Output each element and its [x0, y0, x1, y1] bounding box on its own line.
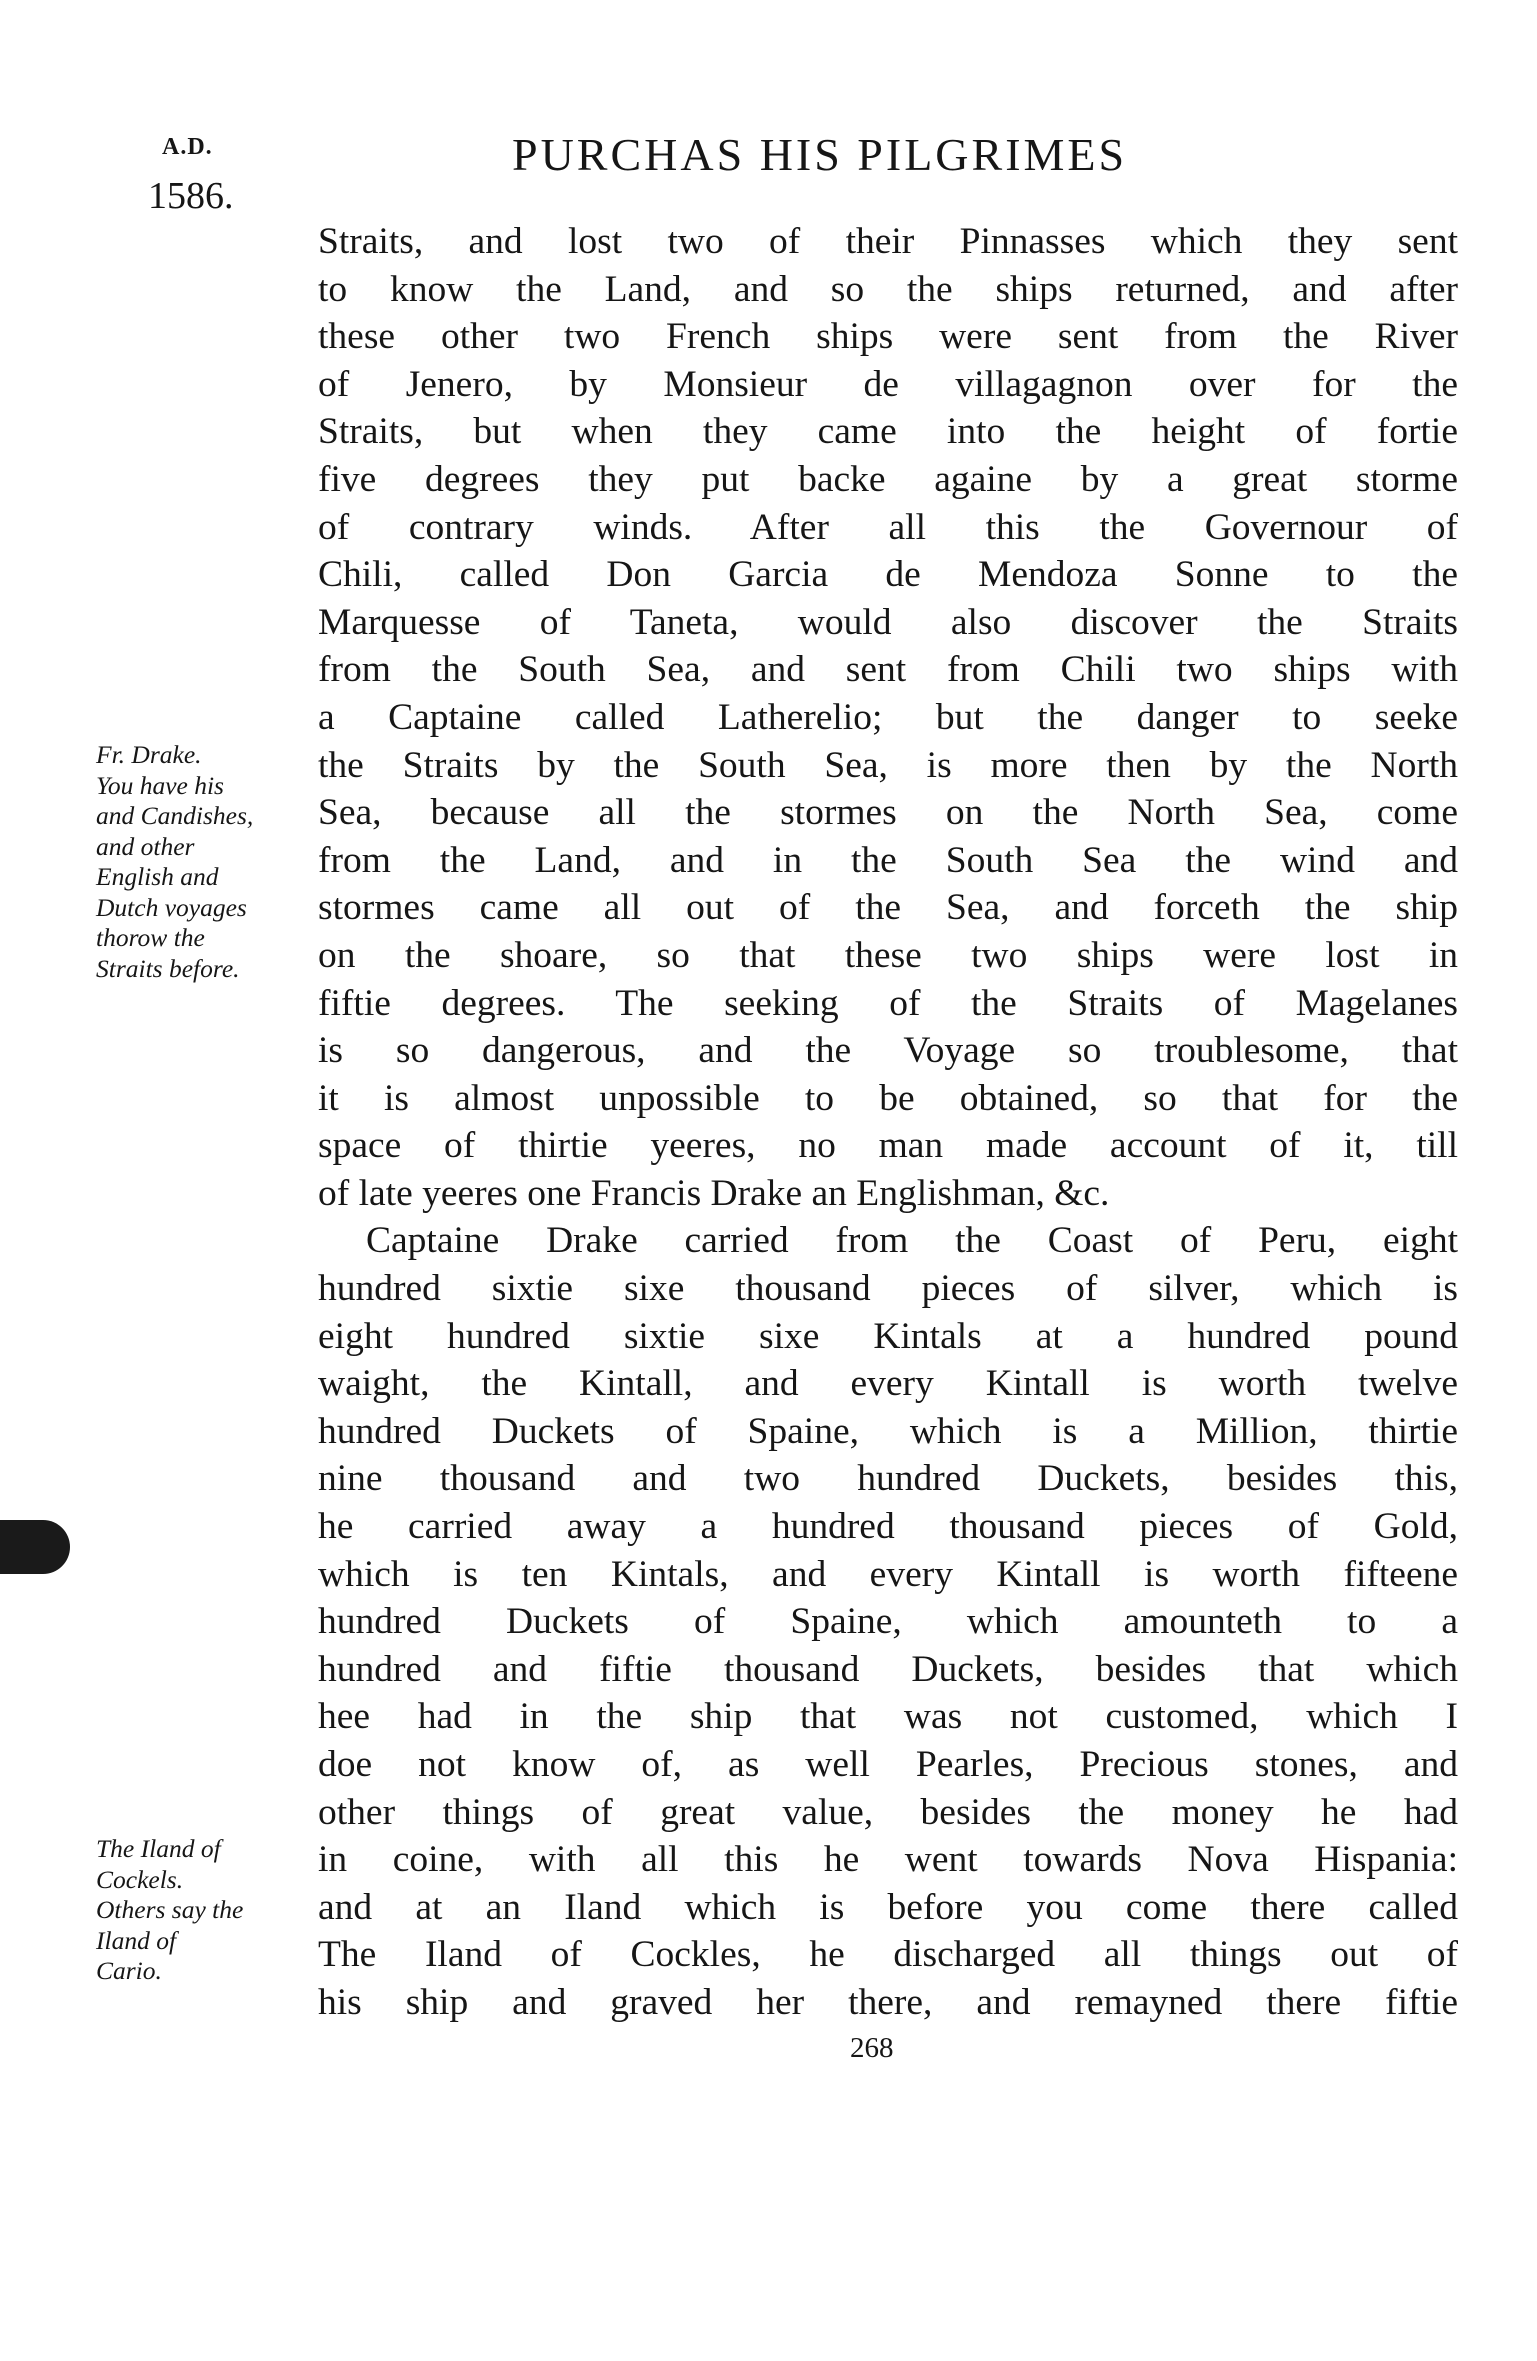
- text-line: nine thousand and two hundred Duckets, besides this,: [318, 1458, 1458, 1500]
- text-line: Straits, and lost two of their Pinnasses which they sent: [318, 221, 1458, 262]
- text-line: in coine, with all this he went towards Nova Hispania:: [318, 1839, 1458, 1881]
- marginal-note-line: Iland of: [96, 1925, 177, 1955]
- text-line: of contrary winds. After all this the Governour of: [318, 506, 1458, 548]
- text-line: his ship and graved her there, and remayned there fiftie: [318, 1981, 1458, 2023]
- text-line: of late yeeres one Francis Drake an Englishman, &c.: [318, 1172, 1110, 1214]
- marginal-note-line: thorow the: [96, 923, 205, 952]
- text-line: doe not know of, as well Pearles, Precious stones, and: [318, 1744, 1458, 1785]
- marginal-note-line: and other: [96, 831, 195, 861]
- text-line: waight, the Kintall, and every Kintall is worth twelve: [318, 1363, 1458, 1405]
- year-value: 1586.: [148, 175, 234, 217]
- marginal-note-line: Cario.: [96, 1956, 162, 1985]
- text-line: Sea, because all the stormes on the North Sea, come: [318, 792, 1458, 834]
- marginal-note-line: Cockels.: [96, 1864, 184, 1894]
- page-number: 268: [850, 2032, 894, 2064]
- text-line: The Iland of Cockles, he discharged all things out of: [318, 1934, 1458, 1976]
- text-line: Chili, called Don Garcia de Mendoza Sonne to the: [318, 554, 1458, 596]
- marginal-note-cockles: [96, 1834, 296, 1987]
- text-line: hundred sixtie sixe thousand pieces of silver, which is: [318, 1268, 1458, 1310]
- year-label: A.D.: [162, 134, 213, 160]
- body-text: [318, 218, 1458, 2027]
- text-line: to know the Land, and so the ships returned, and after: [318, 268, 1458, 310]
- text-line: it is almost unpossible to be obtained, so that for the: [318, 1077, 1458, 1119]
- marginal-note-line: Straits before.: [96, 953, 240, 983]
- text-line: from the Land, and in the South Sea the wind and: [318, 839, 1458, 881]
- text-line: he carried away a hundred thousand pieces of Gold,: [318, 1506, 1458, 1548]
- text-line: of Jenero, by Monsieur de villagagnon over for the: [318, 363, 1458, 405]
- text-line: which is ten Kintals, and every Kintall is worth fifteene: [318, 1553, 1458, 1595]
- text-line: hundred Duckets of Spaine, which amounteth to a: [318, 1601, 1458, 1643]
- marginal-note-line: and Candishes,: [96, 801, 254, 830]
- text-line: stormes came all out of the Sea, and forceth the ship: [318, 887, 1458, 929]
- paragraph-start-line: Captaine Drake carried from the Coast of Peru, eight: [366, 1220, 1458, 1262]
- text-line: Marquesse of Taneta, would also discover the Straits: [318, 601, 1458, 643]
- text-line: eight hundred sixtie sixe Kintals at a hundred pound: [318, 1315, 1458, 1357]
- marginal-note-line: Others say the: [96, 1895, 244, 1924]
- text-line: on the shoare, so that these two ships were lost in: [318, 934, 1458, 976]
- text-line: five degrees they put backe againe by a great storme: [318, 458, 1458, 500]
- marginal-note-line: The Iland of: [96, 1834, 221, 1863]
- text-line: a Captaine called Latherelio; but the danger to seeke: [318, 696, 1458, 738]
- text-line: is so dangerous, and the Voyage so troublesome, that: [318, 1030, 1458, 1072]
- marginal-note-line: Fr. Drake.: [96, 740, 202, 769]
- text-line: Straits, but when they came into the height of fortie: [318, 411, 1458, 453]
- text-line: other things of great value, besides the money he had: [318, 1791, 1458, 1833]
- text-line: these other two French ships were sent from the River: [318, 316, 1458, 358]
- marginal-note-line: You have his: [96, 770, 224, 800]
- running-title: PURCHAS HIS PILGRIMES: [512, 129, 1128, 180]
- text-line: from the South Sea, and sent from Chili two ships with: [318, 649, 1458, 691]
- text-line: hundred Duckets of Spaine, which is a Million, thirtie: [318, 1410, 1458, 1452]
- text-line: hee had in the ship that was not customed, which I: [318, 1696, 1458, 1738]
- marginal-note-drake: [96, 740, 296, 984]
- marginal-note-line: English and: [96, 862, 219, 891]
- text-line: the Straits by the South Sea, is more then by the North: [318, 744, 1458, 786]
- text-line: and at an Iland which is before you come there called: [318, 1886, 1458, 1928]
- text-line: fiftie degrees. The seeking of the Straits of Magelanes: [318, 982, 1458, 1024]
- scan-artifact: [0, 1520, 70, 1574]
- marginal-note-line: Dutch voyages: [96, 892, 247, 922]
- text-line: hundred and fiftie thousand Duckets, besides that which: [318, 1648, 1458, 1690]
- text-line: space of thirtie yeeres, no man made account of it, till: [318, 1125, 1458, 1167]
